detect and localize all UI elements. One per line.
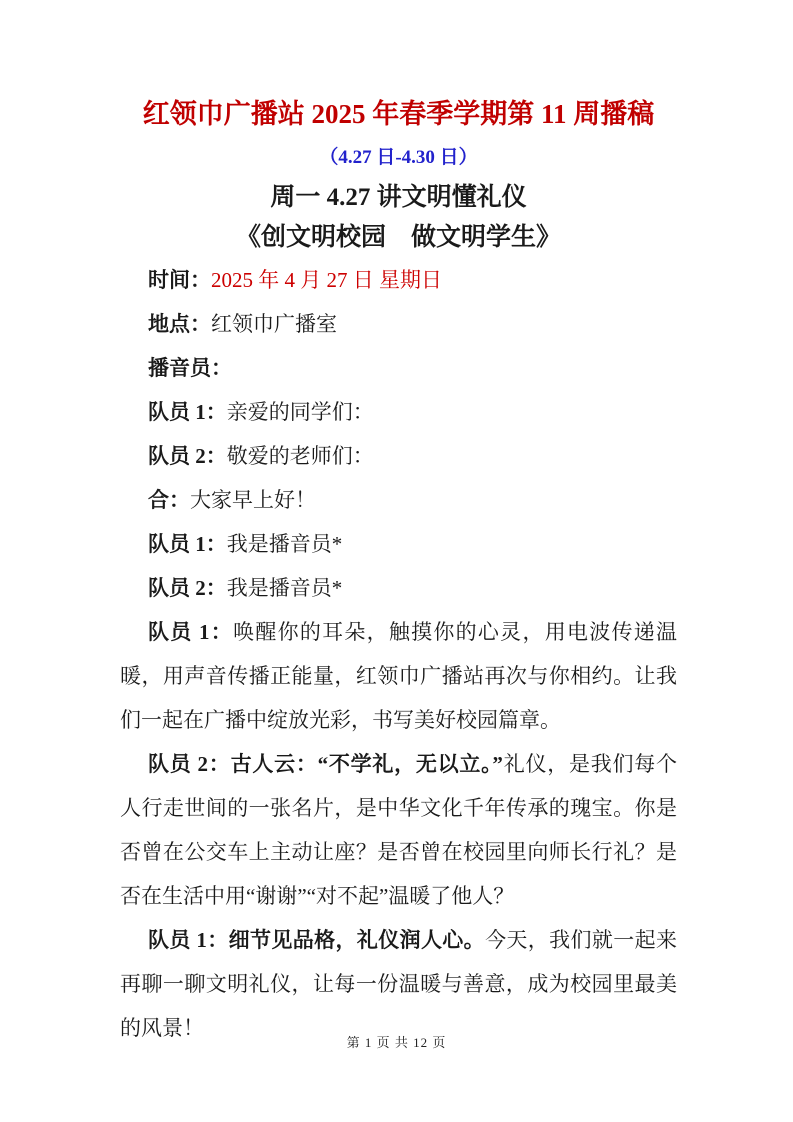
speaker-label: 队员 1： bbox=[148, 620, 234, 644]
dialogue-paragraph bbox=[120, 522, 677, 566]
speaker-label: 队员 2： bbox=[148, 752, 231, 776]
dialogue-text: 今天，我们就一起来再聊一聊文明礼仪，让每一份温暖与善意，成为校园里最美的风景！ bbox=[120, 928, 678, 1040]
date-range: （4.27 日-4.30 日） bbox=[319, 147, 478, 168]
dialogue-lead-quote: 古人云：“不学礼，无以立。” bbox=[230, 752, 503, 776]
dialogue-text: 我是播音员* bbox=[226, 532, 343, 556]
dialogue-paragraph bbox=[120, 918, 677, 1050]
time-line bbox=[120, 258, 677, 302]
time-value: 2025 年 4 月 27 日 星期日 bbox=[211, 268, 442, 292]
time-label: 时间： bbox=[148, 268, 211, 292]
section-heading-day: 周一 4.27 讲文明懂礼仪 bbox=[270, 184, 527, 211]
location-value: 红领巾广播室 bbox=[211, 312, 337, 336]
dialogue-paragraph bbox=[120, 478, 677, 522]
dialogue-text: 大家早上好！ bbox=[190, 488, 316, 512]
location-label: 地点： bbox=[148, 312, 211, 336]
section-heading-topic: 《创文明校园 做文明学生》 bbox=[235, 224, 561, 251]
document-title: 红领巾广播站 2025 年春季学期第 11 周播稿 bbox=[142, 99, 655, 129]
dialogue-paragraph bbox=[120, 434, 677, 478]
page-footer: 第 1 页 共 12 页 bbox=[346, 1035, 447, 1050]
dialogue-text: 敬爱的老师们： bbox=[226, 444, 374, 468]
dialogue-text: 亲爱的同学们： bbox=[226, 400, 374, 424]
document-content bbox=[120, 96, 677, 1050]
dialogue-text: 礼仪，是我们每个人行走世间的一张名片，是中华文化千年传承的瑰宝。你是否曾在公交车上主动让座？是否曾在校园里向师长行礼？是否在生活中用“谢谢”“对不起”温暖了他人？ bbox=[120, 752, 678, 908]
speaker-label: 队员 1： bbox=[148, 928, 229, 952]
dialogue-paragraph bbox=[120, 390, 677, 434]
speaker-label: 合： bbox=[148, 488, 190, 512]
dialogue-lead-quote: 细节见品格，礼仪润人心。 bbox=[228, 928, 486, 952]
dialogue-paragraph bbox=[120, 742, 677, 918]
speaker-label: 队员 2： bbox=[148, 444, 227, 468]
dialogue-text: 我是播音员* bbox=[226, 576, 343, 600]
dialogue-paragraph bbox=[120, 566, 677, 610]
dialogue-paragraph bbox=[120, 610, 677, 742]
speaker-label: 队员 1： bbox=[148, 400, 227, 424]
location-line bbox=[120, 302, 677, 346]
announcer-line bbox=[120, 346, 677, 390]
speaker-label: 队员 2： bbox=[148, 576, 227, 600]
dialogue-text: 唤醒你的耳朵，触摸你的心灵，用电波传递温暖，用声音传播正能量，红领巾广播站再次与你相约。让我们一起在广播中绽放光彩，书写美好校园篇章。 bbox=[120, 620, 678, 732]
announcer-label: 播音员： bbox=[148, 356, 232, 380]
speaker-label: 队员 1： bbox=[148, 532, 227, 556]
